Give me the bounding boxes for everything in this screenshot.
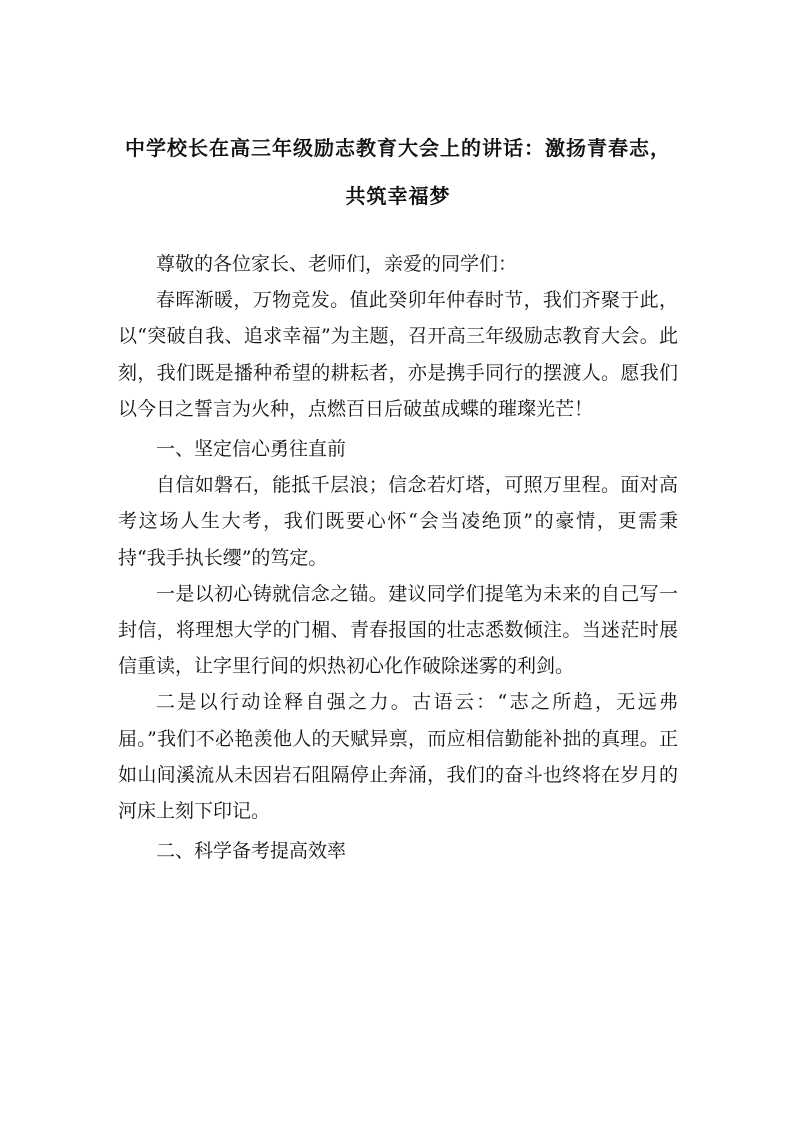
document-title-line-2: 共筑幸福梦: [345, 184, 451, 208]
section-heading-2: 二、科学备考提高效率: [156, 840, 347, 863]
document-body: [118, 246, 678, 869]
section-heading-1: 一、坚定信心勇往直前: [156, 438, 347, 461]
salutation: 尊敬的各位家长、老师们，亲爱的同学们：: [156, 253, 518, 275]
body-paragraph: 二是以行动诠释自强之力。古语云：“志之所趋，无远弗届。”我们不必艳羡他人的天赋异禀，而应相信勤能补拙的真理。正如山间溪流从未因岩石阻隔停止奔涌，我们的奋斗也终将在岁月的河床上刻下印记。: [118, 691, 678, 823]
document-title-line-1: 中学校长在高三年级励志教育大会上的讲话：激扬青春志，: [125, 136, 671, 160]
opening-paragraph: 春晖渐暖，万物竞发。值此癸卯年仲春时节，我们齐聚于此，以“突破自我、追求幸福”为主题，召开高三年级励志教育大会。此刻，我们既是播种希望的耕耘者，亦是携手同行的摆渡人。愿我们以今日之誓言为火种，点燃百日后破茧成蝶的璀璨光芒！: [118, 289, 678, 420]
body-paragraph: 一是以初心铸就信念之锚。建议同学们提笔为未来的自己写一封信，将理想大学的门楣、青春报国的壮志悉数倾注。当迷茫时展信重读，让字里行间的炽热初心化作破除迷雾的利剑。: [118, 582, 678, 678]
body-paragraph: 自信如磐石，能抵千层浪；信念若灯塔，可照万里程。面对高考这场人生大考，我们既要心怀“会当凌绝顶”的豪情，更需秉持“我手执长缨”的笃定。: [118, 474, 678, 569]
